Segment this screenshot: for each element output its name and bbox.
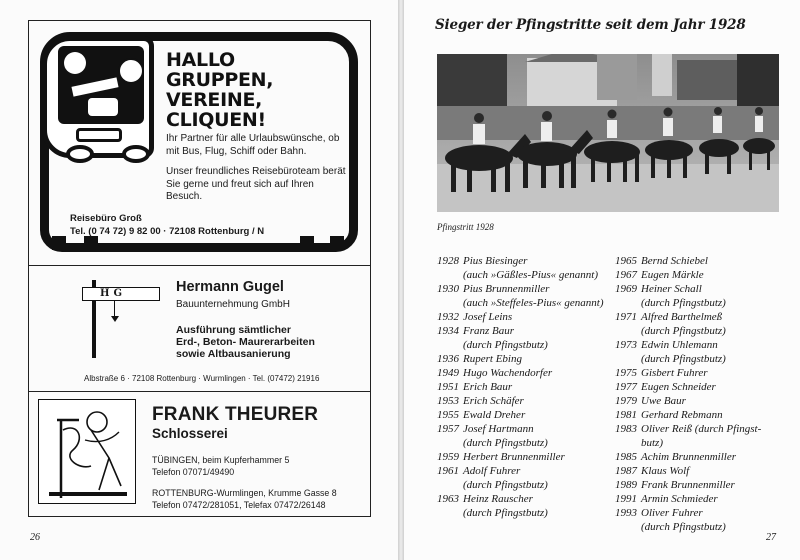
winner-entry (437, 282, 604, 296)
winner-name: Eugen Schneider (641, 381, 716, 393)
bus-headlight-right (122, 145, 150, 163)
winner-entry (615, 380, 761, 394)
bus-ad-headline: HALLO GRUPPEN, VEREINE, CLIQUEN! (166, 49, 274, 131)
winner-name: Josef Leins (463, 311, 513, 323)
winner-entry (615, 408, 761, 422)
winner-year: 1928 (437, 255, 459, 267)
winner-year: 1965 (615, 255, 637, 267)
winner-entry (437, 464, 604, 478)
winner-entry (615, 282, 761, 296)
winner-year: 1951 (437, 381, 459, 393)
winner-year (437, 268, 463, 282)
winner-entry (615, 492, 761, 506)
gugel-address: Albstraße 6 · 72108 Rottenburg · Wurmlingen · Tel. (07472) 21916 (84, 374, 320, 383)
winner-name: Edwin Uhlemann (641, 339, 718, 351)
winner-entry (437, 408, 604, 422)
winner-name: Erich Schäfer (463, 395, 524, 407)
bus-grill (76, 128, 122, 142)
winner-name: (auch »Gäßles-Pius« genannt) (463, 269, 599, 281)
winner-name: Heiner Schall (641, 283, 702, 295)
winner-entry (615, 506, 761, 520)
winner-name: Pius Brunnenmiller (463, 283, 550, 295)
winner-name: (durch Pfingstbutz) (641, 521, 726, 533)
winner-year (437, 506, 463, 520)
winner-name: (durch Pfingstbutz) (463, 437, 548, 449)
winner-entry (437, 506, 604, 520)
crane-hook (114, 301, 115, 317)
winner-entry (615, 338, 761, 352)
winner-entry (437, 268, 604, 282)
winner-name: (durch Pfingstbutz) (463, 479, 548, 491)
winner-name: Oliver Fuhrer (641, 507, 703, 519)
winner-entry (615, 394, 761, 408)
winner-year: 1981 (615, 409, 637, 421)
winner-year (437, 436, 463, 450)
winner-entry (437, 338, 604, 352)
winner-year (437, 296, 463, 310)
winner-entry (437, 492, 604, 506)
winner-name: Oliver Reiß (durch Pfingst- (641, 423, 762, 435)
bus-bumper (40, 236, 358, 250)
bus-ad-text: Ihr Partner für alle Urlaubswünsche, ob mit Bus, Flug, Schiff oder Bahn. Unser freundliches Reisebüroteam berät Sie gerne und freut sich auf Ihren Besuch. (166, 133, 346, 202)
winner-year: 1949 (437, 367, 459, 379)
winner-year: 1963 (437, 493, 459, 505)
winners-column-1 (437, 254, 604, 520)
winner-year: 1973 (615, 339, 637, 351)
bus-headlight-left (66, 145, 94, 163)
ad-divider (28, 265, 371, 266)
winner-entry (615, 520, 761, 534)
winner-name: Heinz Rauscher (463, 493, 533, 505)
winner-year: 1936 (437, 353, 459, 365)
winner-year: 1955 (437, 409, 459, 421)
winner-year: 1991 (615, 493, 637, 505)
winner-name: Franz Baur (463, 325, 515, 337)
winner-entry (437, 450, 604, 464)
winner-name: Rupert Ebing (463, 353, 522, 365)
winner-name: Erich Baur (463, 381, 513, 393)
winner-year (615, 436, 641, 450)
winner-year (437, 338, 463, 352)
winner-name: butz) (641, 437, 663, 449)
winner-entry (437, 254, 604, 268)
ad-divider (28, 391, 371, 392)
winner-name: Herbert Brunnenmiller (463, 451, 565, 463)
winner-year: 1932 (437, 311, 459, 323)
winner-year: 1953 (437, 395, 459, 407)
winner-entry (615, 436, 761, 450)
winner-year (615, 296, 641, 310)
suitcase-illustration (88, 98, 118, 116)
gugel-company-name: Hermann Gugel (176, 279, 284, 295)
winner-year: 1985 (615, 451, 637, 463)
bus-ad-company: Reisebüro Groß Tel. (0 74 72) 9 82 00 · 72108 Rottenburg / N (70, 213, 265, 237)
winner-year: 1989 (615, 479, 637, 491)
theurer-logo (38, 399, 136, 504)
winner-year: 1993 (615, 507, 637, 519)
winner-entry (437, 310, 604, 324)
winner-entry (437, 394, 604, 408)
winner-year: 1977 (615, 381, 637, 393)
winner-year: 1961 (437, 465, 459, 477)
theurer-subtitle: Schlosserei (152, 426, 228, 441)
gugel-services: Ausführung sämtlicher Erd-, Beton- Maurerarbeiten sowie Altbausanierung (176, 324, 315, 360)
winner-name: Armin Schmieder (641, 493, 718, 505)
winner-entry (437, 380, 604, 394)
winner-entry (615, 296, 761, 310)
winner-entry (437, 352, 604, 366)
winner-name: Josef Hartmann (463, 423, 534, 435)
winner-entry (437, 436, 604, 450)
winner-name: (durch Pfingstbutz) (641, 325, 726, 337)
winner-year (437, 478, 463, 492)
theurer-company-name: FRANK THEURER (152, 404, 319, 425)
theurer-contact: TÜBINGEN, beim Kupferhammer 5 Telefon 07071/49490 ROTTENBURG-Wurmlingen, Krumme Gasse 8 Telefon 07472/281051, Telefax 07472/26148 (152, 455, 337, 510)
winner-entry (615, 254, 761, 268)
winner-year: 1969 (615, 283, 637, 295)
crane-hook-icon (111, 316, 119, 322)
winner-entry (437, 422, 604, 436)
winner-entry (615, 478, 761, 492)
winners-column-2 (615, 254, 761, 534)
face-illustration (64, 52, 86, 74)
winner-year: 1971 (615, 311, 637, 323)
gugel-logo: HG (100, 288, 126, 299)
winner-year (615, 352, 641, 366)
winner-name: Alfred Barthelmeß (641, 311, 723, 323)
winner-name: Gisbert Fuhrer (641, 367, 708, 379)
winner-year (615, 324, 641, 338)
winner-name: Frank Brunnenmiller (641, 479, 735, 491)
winner-year (615, 520, 641, 534)
winner-name: Uwe Baur (641, 395, 686, 407)
winner-entry (615, 464, 761, 478)
historic-photo (437, 54, 779, 212)
winner-name: (auch »Steffeles-Pius« genannt) (463, 297, 604, 309)
winner-entry (615, 366, 761, 380)
winner-year: 1975 (615, 367, 637, 379)
winner-name: (durch Pfingstbutz) (463, 507, 548, 519)
winner-name: Klaus Wolf (641, 465, 690, 477)
winner-entry (437, 366, 604, 380)
winner-year: 1957 (437, 423, 459, 435)
winner-name: Hugo Wachendorfer (463, 367, 553, 379)
winner-name: Adolf Fuhrer (463, 465, 521, 477)
winner-entry (437, 478, 604, 492)
winner-name: (durch Pfingstbutz) (641, 297, 726, 309)
winner-name: Gerhard Rebmann (641, 409, 723, 421)
winner-name: Ewald Dreher (463, 409, 526, 421)
winner-name: (durch Pfingstbutz) (641, 353, 726, 365)
winner-name: Achim Brunnenmiller (641, 451, 737, 463)
winner-year: 1987 (615, 465, 637, 477)
winner-year: 1930 (437, 283, 459, 295)
gugel-subtitle: Bauunternehmung GmbH (176, 299, 290, 310)
ball-icon (118, 58, 144, 84)
winner-entry (615, 268, 761, 282)
winner-name: (durch Pfingstbutz) (463, 339, 548, 351)
winner-year: 1934 (437, 325, 459, 337)
photo-caption: Pfingstritt 1928 (437, 222, 494, 232)
winner-year: 1959 (437, 451, 459, 463)
page-number: 26 (30, 532, 40, 543)
page-number: 27 (766, 532, 776, 543)
winner-year: 1979 (615, 395, 637, 407)
winner-name: Eugen Märkle (641, 269, 704, 281)
winner-entry (615, 310, 761, 324)
winner-entry (437, 324, 604, 338)
winner-entry (437, 296, 604, 310)
winner-entry (615, 352, 761, 366)
winner-entry (615, 450, 761, 464)
winner-year: 1967 (615, 269, 637, 281)
winner-entry (615, 422, 761, 436)
page-title: Sieger der Pfingstritte seit dem Jahr 1928 (435, 17, 746, 33)
winner-name: Bernd Schiebel (641, 255, 708, 267)
winner-name: Pius Biesinger (463, 255, 528, 267)
winner-year: 1983 (615, 423, 637, 435)
winner-entry (615, 324, 761, 338)
